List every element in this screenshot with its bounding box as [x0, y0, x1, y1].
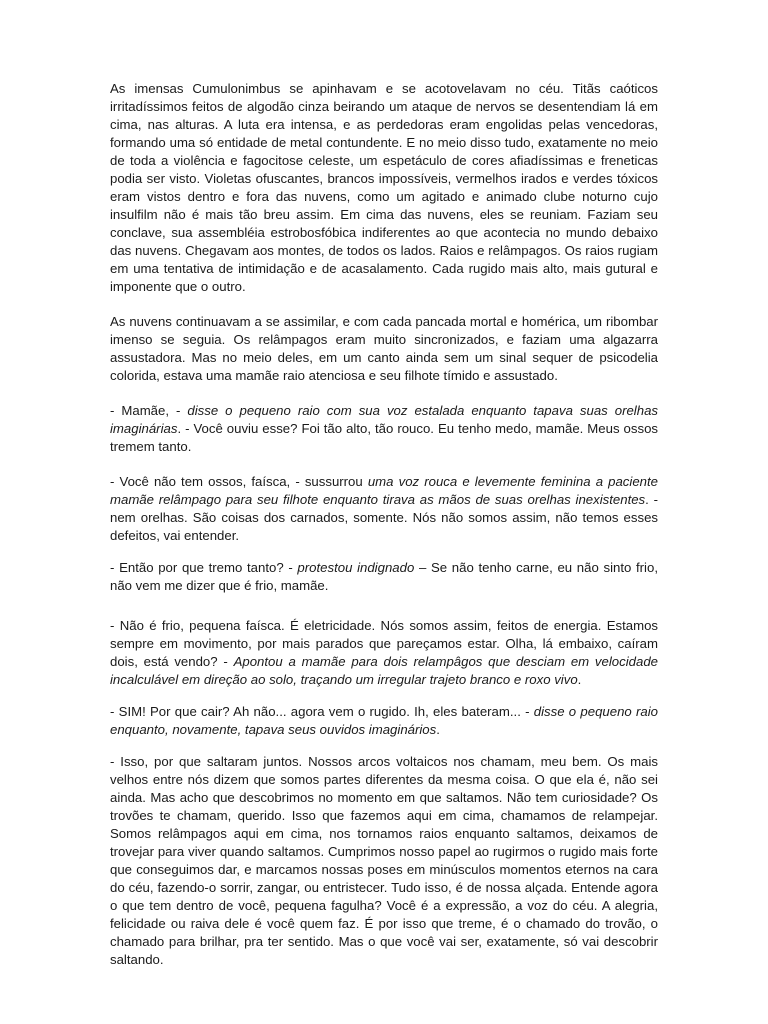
dialogue-5: [110, 703, 658, 739]
dialogue-narration: uma voz rouca e levemente feminina a paciente mamãe relâmpago para seu filhote enquanto tirava as mãos de suas orelhas inexistentes: [110, 474, 658, 507]
dialogue-1: [110, 402, 658, 456]
dialogue-speech: – Se não tenho carne, eu não sinto frio, não vem me dizer que é frio, mamãe.: [110, 560, 658, 593]
dialogue-speech: - Não é frio, pequena faísca. É eletricidade. Nós somos assim, feitos de energia. Estamos sempre em movimento, por mais parados que pareçamos estar. Olha, lá embaixo, caíram dois, está vendo? -: [110, 618, 658, 669]
dialogue-narration: protestou indignado: [297, 560, 415, 575]
dialogue-speech: .: [436, 722, 440, 737]
paragraph-text: As nuvens continuavam a se assimilar, e com cada pancada mortal e homérica, um ribombar imenso se seguia. Os relâmpagos eram muito sincronizados, e faziam uma algazarra assustadora. Mas no meio deles, em um canto ainda sem um sinal sequer de psicodelia colorida, estava uma mamãe raio atenciosa e seu filhote tímido e assustado.: [110, 314, 658, 383]
dialogue-4: [110, 617, 658, 689]
paragraph-2: [110, 313, 658, 385]
dialogue-narration: disse o pequeno raio enquanto, novamente, tapava seus ouvidos imaginários: [110, 704, 658, 737]
dialogue-speech: - Isso, por que saltaram juntos. Nossos arcos voltaicos nos chamam, meu bem. Os mais velhos entre nós dizem que somos partes diferentes da mesma coisa. O que ela é, não sei ainda. Mas acho que descobrimos no momento em que saltamos. Não tem curiosidade? Os trovões te chamam, querido. Isso que fazemos aqui em cima, chamamos de relampejar. Somos relâmpagos aqui em cima, nos tornamos raios enquanto saltamos, deixamos de trovejar para viver quando saltamos. Cumprimos nosso papel ao rugirmos o rugido mais forte que conseguimos dar, e marcamos nossas poses em minúsculos momentos eternos na cara do céu, fazendo-o sorrir, zangar, ou entristecer. Tudo isso, é de nossa alçada. Entende agora o que tem dentro de você, pequena fagulha? Você é a expressão, a voz do céu. A alegria, felicidade ou raiva dele é você quem faz. É por isso que treme, é o chamado do trovão, o chamado para brilhar, pra ter sentido. Mas o que você vai ser, exatamente, só vai descobrir saltando.: [110, 754, 658, 967]
dialogue-speech: - Você não tem ossos, faísca, - sussurrou: [110, 474, 368, 489]
dialogue-narration: disse o pequeno raio com sua voz estalada enquanto tapava suas orelhas imaginárias: [110, 403, 658, 436]
paragraph-1: [110, 80, 658, 296]
paragraph-text: As imensas Cumulonimbus se apinhavam e se acotovelavam no céu. Titãs caóticos irritadíssimos feitos de algodão cinza beirando um ataque de nervos se desentendiam lá em cima, nas alturas. A luta era intensa, e as perdedoras eram engolidas pelas vencedoras, formando uma só entidade de metal contundente. E no meio disso tudo, exatamente no meio de toda a violência e fagocitose celeste, um espetáculo de cores afiadíssimas e freneticas podia ser visto. Violetas ofuscantes, brancos impossíveis, vermelhos irados e verdes tóxicos eram vistos dentro e fora das nuvens, como um agitado e animado clube noturno cujo insulfilm não é mais tão breu assim. Em cima das nuvens, eles se reuniam. Faziam seu conclave, sua assembléia estrobosfóbica indiferentes ao que acontecia no mundo debaixo das nuvens. Chegavam aos montes, de todos os lados. Raios e relâmpagos. Os raios rugiam em uma tentativa de intimidação e de acasalamento. Cada rugido mais alto, mais gutural e imponente que o outro.: [110, 81, 658, 294]
dialogue-speech: - Mamãe, -: [110, 403, 188, 418]
dialogue-speech: .: [577, 672, 582, 687]
dialogue-speech: . - Você ouviu esse? Foi tão alto, tão rouco. Eu tenho medo, mamãe. Meus ossos tremem tanto.: [110, 421, 658, 454]
dialogue-6: [110, 753, 658, 969]
dialogue-speech: - Então por que tremo tanto? -: [110, 560, 298, 575]
dialogue-narration: Apontou a mamãe para dois relampâgos que desciam em velocidade incalculável em direção ao solo, traçando um irregular trajeto branco e roxo vivo: [110, 654, 658, 687]
dialogue-speech: - SIM! Por que cair? Ah não... agora vem o rugido. Ih, eles bateram... -: [110, 704, 534, 719]
dialogue-speech: . - nem orelhas. São coisas dos carnados, somente. Nós não somos assim, não temos esses defeitos, vai entender.: [110, 492, 658, 543]
dialogue-2: [110, 473, 658, 545]
dialogue-3: [110, 559, 658, 595]
